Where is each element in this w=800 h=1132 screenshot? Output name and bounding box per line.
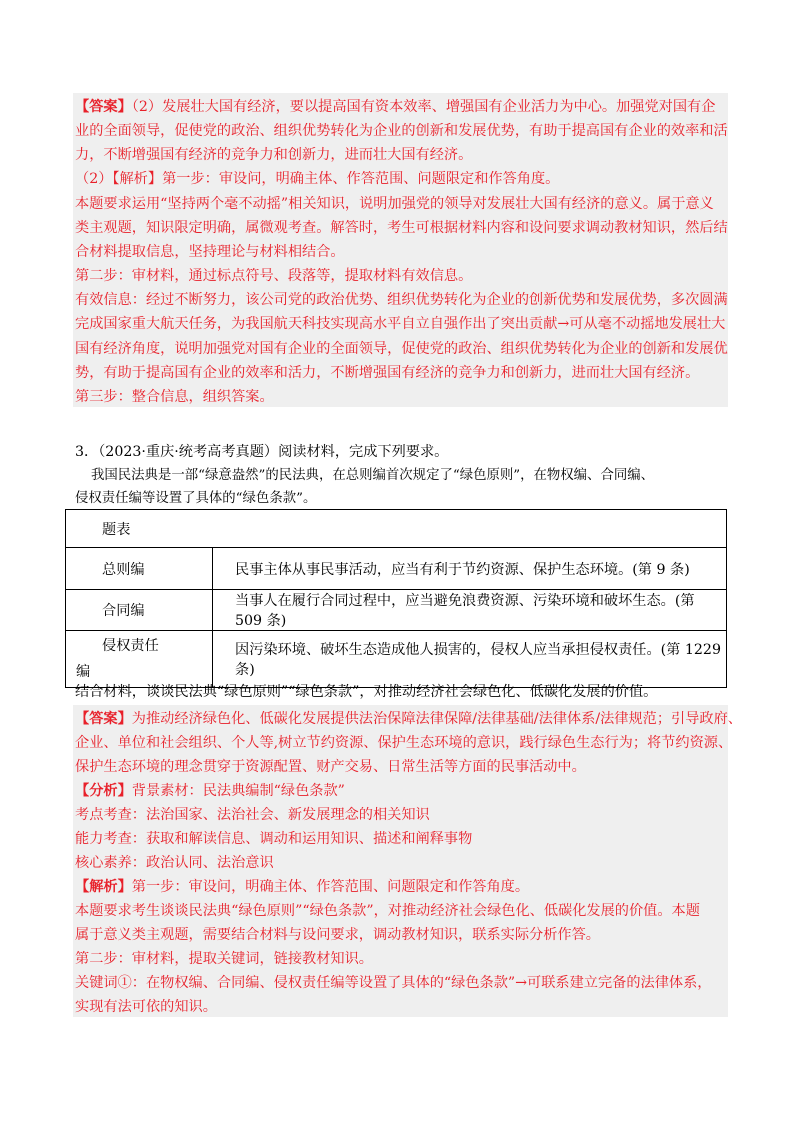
block1-line: 【答案】（2）发展壮大国有经济，要以提高国有资本效率、增强国有企业活力为中心。加强党对国有企 <box>75 99 716 115</box>
block1-line: 类主观题，知识限定明确，属微观考查。解答时，考生可根据材料内容和设问要求调动教材知识，然后结 <box>75 220 728 236</box>
block1-line: （2）【解析】第一步：审设问，明确主体、作答范围、问题限定和作答角度。 <box>75 171 560 187</box>
table-cell-key: 侵权责任 编 <box>66 631 213 688</box>
block2-line: 考点考查：法治国家、法治社会、新发展理念的相关知识 <box>75 807 430 823</box>
clause-table <box>65 509 727 688</box>
table-cell-key: 总则编 <box>66 548 213 590</box>
table-row <box>66 548 727 590</box>
block1-line: 有效信息：经过不断努力，该公司党的政治优势、组织优势转化为企业的创新优势和发展优势，多次圆满 <box>75 292 728 308</box>
block2-line: 【解析】第一步：审设问，明确主体、作答范围、问题限定和作答角度。 <box>75 879 530 895</box>
block2-line: 实现有法可依的知识。 <box>75 999 217 1015</box>
table-title: 题表 <box>66 510 727 548</box>
block2-line: 关键词①：在物权编、合同编、侵权责任编等设置了具体的“绿色条款”→可联系建立完备的法律体系， <box>75 975 712 991</box>
block2-line: 保护生态环境的理念贯穿于资源配置、财产交易、日常生活等方面的民事活动中。 <box>75 759 586 775</box>
block1-line: 第三步：整合信息，组织答案。 <box>75 389 274 405</box>
table-title-row <box>66 510 727 548</box>
table-cell-value: 当事人在履行合同过程中，应当避免浪费资源、污染环境和破坏生态。(第 509 条) <box>213 590 727 631</box>
block2-line: 第二步：审材料，提取关键词，链接教材知识。 <box>75 951 373 967</box>
question-prompt: 结合材料，谈谈民法典“绿色原则”“绿色条款”，对推动经济社会绿色化、低碳化发展的价值。 <box>75 684 658 700</box>
block2-line: 本题要求考生谈谈民法典“绿色原则”“绿色条款”，对推动经济社会绿色化、低碳化发展的价值。本题 <box>75 903 700 919</box>
block1-line: 业的全面领导，促使党的政治、组织优势转化为企业的创新和发展优势，有助于提高国有企业的效率和活 <box>75 123 728 139</box>
block2-line: 【答案】为推动经济绿色化、低碳化发展提供法治保障法律保障/法律基础/法律体系/法律规范；引导政府、 <box>75 711 742 727</box>
block1-line: 力，不断增强国有经济的竞争力和创新力，进而壮大国有经济。 <box>75 147 473 163</box>
block2-line: 属于意义类主观题，需要结合材料与设问要求，调动教材知识，联系实际分析作答。 <box>75 927 600 943</box>
table-row <box>66 631 727 688</box>
block1-line: 国有经济角度，说明加强党对国有企业的全面领导，促使党的政治、组织优势转化为企业的创新和发展优 <box>75 341 728 357</box>
block1-line: 本题要求运用“坚持两个毫不动摇”相关知识，说明加强党的领导对发展壮大国有经济的意义。属于意义 <box>75 196 714 212</box>
table-cell-value: 民事主体从事民事活动，应当有利于节约资源、保护生态环境。(第 9 条) <box>213 548 727 590</box>
block2-line: 能力考查：获取和解读信息、调动和运用知识、描述和阐释事物 <box>75 831 473 847</box>
table-cell-key: 合同编 <box>66 590 213 631</box>
block1-line: 合材料提取信息，坚持理论与材料相结合。 <box>75 244 345 260</box>
block1-line: 势，有助于提高国有企业的效率和活力，不断增强国有经济的竞争力和创新力，进而壮大国有经济。 <box>75 365 700 381</box>
material-text: 我国民法典是一部“绿意盎然”的民法典，在总则编首次规定了“绿色原则”，在物权编、合同编、 <box>91 468 655 483</box>
question-heading: 3．（2023·重庆·统考高考真题）阅读材料，完成下列要求。 <box>75 444 449 460</box>
table-cell-value: 因污染环境、破坏生态造成他人损害的，侵权人应当承担侵权责任。(第 1229 条) <box>213 631 727 688</box>
table-row <box>66 590 727 631</box>
block2-line: 核心素养：政治认同、法治意识 <box>75 855 274 871</box>
material-text: 侵权责任编等设置了具体的“绿色条款”。 <box>75 491 317 506</box>
block2-line: 企业、单位和社会组织、个人等,树立节约资源、保护生态环境的意识，践行绿色生态行为；将节约资源、 <box>75 735 733 751</box>
block1-line: 完成国家重大航天任务，为我国航天科技实现高水平自立自强作出了突出贡献→可从毫不动摇地发展壮大 <box>75 316 726 332</box>
block2-line: 【分析】背景素材：民法典编制“绿色条款” <box>75 783 345 799</box>
block1-line: 第二步：审材料，通过标点符号、段落等，提取材料有效信息。 <box>75 268 473 284</box>
